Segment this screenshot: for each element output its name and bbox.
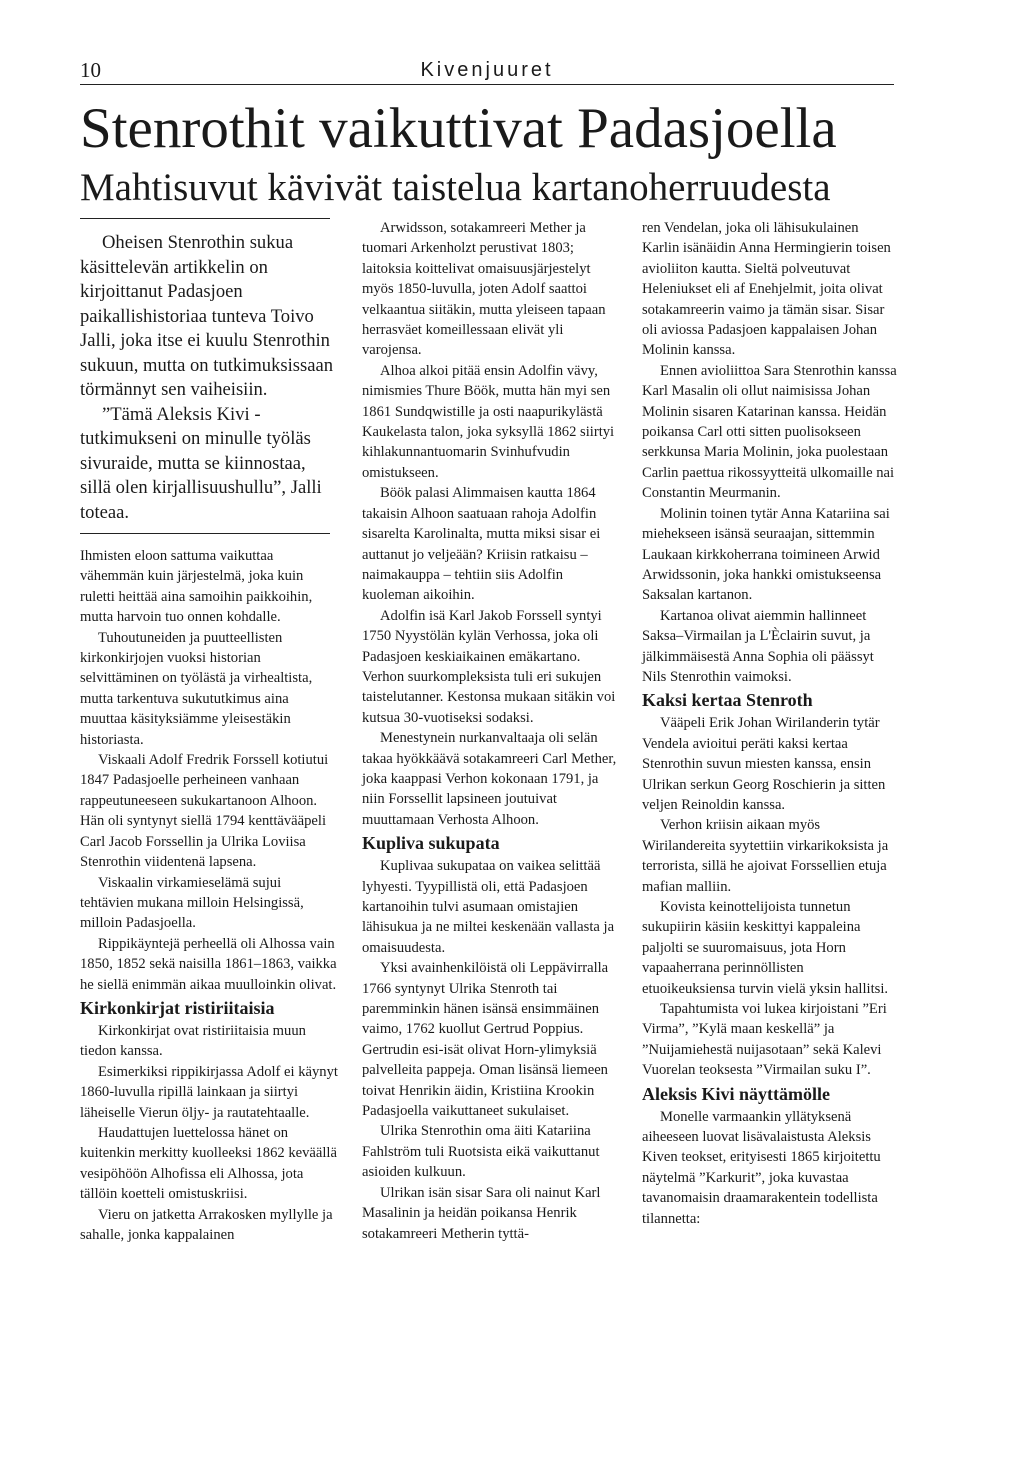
body-paragraph: Viskaalin virkamieselämä sujui tehtävien mukana milloin Helsingissä, milloin Padasjoella. — [80, 874, 304, 932]
body-paragraph: Esimerkiksi rippikirjassa Adolf ei käynyt 1860-luvulla ripillä lainkaan ja siirtyi läheiselle Vierun öljy- ja rautatehtaalle. — [80, 1063, 338, 1121]
section-heading: Kaksi kertaa Stenroth — [642, 690, 813, 711]
body-paragraph: Kartanoa olivat aiemmin hallinneet Saksa–Virmailan ja L'Èclairin suvut, ja jälkimmäisestä Anna Sophia oli päässyt Nils Stenrothin vaimoksi. — [642, 607, 874, 685]
body-paragraph: Yksi avainhenkilöistä oli Leppävirralla 1766 syntynyt Ulrika Stenroth tai paremminkin hänen isänsä ensimmäinen vaimo, 1762 kuollut Gertrud Poppius. Gertrudin esi-isät olivat Horn-ylimyksiä palvelleita pappeja. Oman lisänsä liemeen toivat Henrikin äidin, Kristiina Krookin Padasjoella vaikuttaneet sukulaiset. — [362, 960, 609, 1120]
section-heading: Kirkonkirjat ristiriitaisia — [80, 997, 275, 1018]
text-column-1 — [80, 218, 338, 1245]
body-paragraph: Tapahtumista voi lukea kirjoistani ”Eri Virma”, ”Kylä maan keskellä” ja ”Nuijamiehestä nuijasotaan” sekä Kalevi Vuorelan teoksesta ”Virmailan suku I”. — [642, 1001, 887, 1079]
page-number: 10 — [80, 58, 101, 82]
body-paragraph: Monelle varmaankin yllätyksenä aiheeseen luovat lisävalaistusta Aleksis Kiven teokset, erityisesti 1865 kirjoitettu näytelmä ”Karkurit”, joka kuvastaa tavanomaisin draamarakentein todellista tilannetta: — [642, 1108, 881, 1227]
article-title: Stenrothit vaikuttivat Padasjoella — [80, 97, 837, 160]
lead-rule-top — [80, 218, 330, 219]
body-paragraph: Molinin toinen tytär Anna Katariina sai miehekseen isänsä seuraajan, sittemmin Laukaan kirkkoherrana toimineen Arwid Arwidssonin, joka hankki omistukseensa Saksalan kartanon. — [642, 505, 890, 604]
running-header — [80, 58, 894, 85]
body-paragraph: Böök palasi Alimmaisen kautta 1864 takaisin Alhoon saatuaan rahoja Adolfin sisarelta Karolinalta, mutta miksi sisar ei auttanut jo veljeään? Kriisin ratkaisu – naimakauppa – tehtiin siis Adolfin kuoleman aikoihin. — [362, 485, 601, 604]
body-paragraph: Menestynein nurkanvaltaaja oli selän takaa hyökkäävä sotakamreeri Carl Mether, joka kaappasi Verhon kokonaan 1791, ja niin Forssellit lapsineen joutuivat muuttamaan Verhosta Alhoon. — [362, 730, 617, 828]
text-column-2 — [362, 218, 618, 1244]
body-paragraph: Kovista keinottelijoista tunnetun sukupiirin käsiin keskittyi kappaleina paljolti se suuromaisuus, jota Horn vapaaherrana perinnöllisten etuoikeuksiensa turvin vielä yksin hallitsi. — [642, 899, 889, 997]
lead-rule-bottom — [80, 533, 330, 534]
body-paragraph: Kirkonkirjat ovat ristiriitaisia muun tiedon kanssa. — [80, 1022, 306, 1060]
body-paragraph: Vieru on jatketta Arrakosken myllylle ja sahalle, jonka kappalainen — [80, 1206, 333, 1243]
body-paragraph: Tuhoutuneiden ja puutteellisten kirkonkirjojen vuoksi historian selvittäminen on työlästä ja virhealtista, mutta tarkentuva sukututkimus aina muuttaa käsityksiämme yleisestäkin historiasta. — [80, 629, 313, 748]
lead-paragraph: ”Tämä Aleksis Kivi -tutkimukseni on minulle työläs sivuraide, mutta se kiinnostaa, sillä olen kirjallisuushullu”, Jalli toteaa. — [80, 403, 322, 523]
journal-name: Kivenjuuret — [420, 59, 554, 81]
lead-box — [80, 231, 338, 525]
body-paragraph: Ulrika Stenrothin oma äiti Katariina Fahlström tuli Ruotsista eikä vaikuttanut asioiden kulkuun. — [362, 1123, 600, 1181]
section-heading: Aleksis Kivi näyttämölle — [642, 1083, 830, 1104]
body-paragraph: Verhon kriisin aikaan myös Wirilandereita syytettiin virkarikoksista ja terrorista, sillä he ajoivat Forssellien etuja mafian malliin. — [642, 817, 889, 895]
body-paragraph: Ulrikan isän sisar Sara oli nainut Karl Masalinin ja heidän poikansa Henrik sotakamreeri Metherin tyttä- — [362, 1184, 601, 1242]
article-subtitle: Mahtisuvut kävivät taistelua kartanoherruudesta — [80, 166, 831, 209]
body-paragraph: Arwidsson, sotakamreeri Mether ja tuomari Arkenholzt perustivat 1803; laitoksia koittelivat omaisuusjärjestelyt myös 1850-luvulla, joten Adolf saattoi velkaantua siitäkin, mutta yleiseen tapaan herrasväet komeillessaan elivät yli varojensa. — [362, 220, 606, 359]
body-paragraph: Vääpeli Erik Johan Wirilanderin tytär Vendela avioitui peräti kaksi kertaa Stenrothin suvun miesten kanssa, ensin Ulrikan serkun Georg Roschierin ja sitten veljen Reinoldin kanssa. — [642, 715, 886, 813]
body-paragraph: Rippikäyntejä perheellä oli Alhossa vain 1850, 1852 sekä naisilla 1861–1863, vaikka he siellä enimmän aikaa muulloinkin olivat. — [80, 935, 337, 993]
section-heading: Kupliva sukupata — [362, 833, 500, 854]
body-paragraph: Ihmisten eloon sattuma vaikuttaa vähemmän kuin järjestelmä, joka kuin ruletti heittää aina samoihin paikkoihin, mutta harvoin tuo onnen kohdalle. — [80, 548, 313, 626]
body-paragraph: Haudattujen luettelossa hänet on kuitenkin merkitty kuolleeksi 1862 keväällä vesipöhöön Alhofissa eli Alhossa, jota tällöin koetteli omistuskriisi. — [80, 1124, 337, 1203]
body-paragraph: Ennen avioliittoa Sara Stenrothin kanssa Karl Masalin oli ollut naimisissa Johan Molinin sisaren Katarinan kanssa. Heidän poikansa Carl otti sitten puolisokseen serkkunsa Maria Molinin, joka puolestaan Carlin paettua rikossyytteitä ulkomaille nai Constantin Meurmanin. — [642, 362, 897, 502]
text-column-3 — [642, 218, 898, 1229]
body-paragraph: Adolfin isä Karl Jakob Forssell syntyi 1750 Nyystölän kylän Verhossa, joka oli Padasjoen keskiaikainen emäkartano. Verhon suurkompleksista tuli eri sukujen taistelutanner. Kestonsa mukaan sitäkin voi kutsua 30-vuotiseksi sodaksi. — [362, 607, 616, 726]
body-paragraph: ren Vendelan, joka oli lähisukulainen Karlin isänäidin Anna Hermingierin toisen avioliiton kautta. Sieltä polveutuvat Heleniukset eli af Enehjelmit, joita olivat sotakamreerin vaimo ja tämän sisar. Sisar oli aviossa Padasjoen kappalaisen Johan Molinin kanssa. — [642, 220, 891, 359]
body-paragraph: Alhoa alkoi pitää ensin Adolfin vävy, nimismies Thure Böök, mutta hän myi sen 1861 Sundqwistille ja osti naapurikylästä Kaukelasta talon, joka syksyllä 1862 siirtyi kihlakunnantuomarin Svinhufvudin omistukseen. — [362, 362, 615, 481]
lead-paragraph: Oheisen Stenrothin sukua käsittelevän artikkelin on kirjoittanut Padasjoen paikallishistoriaa tunteva Toivo Jalli, joka itse ei kuulu Stenrothin sukuun, mutta on tutkimuksissaan törmännyt sen vaiheisiin. — [80, 232, 334, 400]
body-paragraph: Viskaali Adolf Fredrik Forssell kotiutui 1847 Padasjoelle perheineen vanhaan rappeutuneeseen sukukartanoon Alhoon. Hän oli syntynyt siellä 1794 kenttävääpeli Carl Jacob Forssellin ja Ulrika Loviisa Stenrothin viidentenä lapsena. — [80, 752, 329, 871]
body-paragraph: Kuplivaa sukupataa on vaikea selittää lyhyesti. Tyypillistä oli, että Padasjoen kartanoihin tulvi asumaan omistajien lähisukua ja ne miltei keskenään vallasta ja omaisuudesta. — [362, 858, 615, 956]
